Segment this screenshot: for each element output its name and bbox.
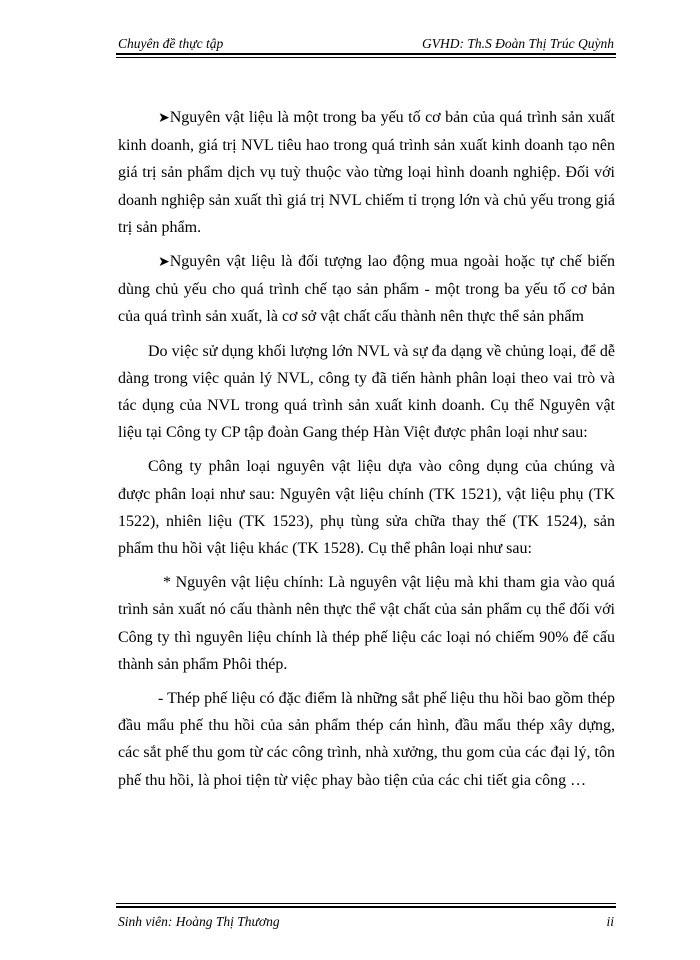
arrow-bullet-icon: ➤ (158, 255, 170, 271)
paragraph-5-text: * Nguyên vật liệu chính: Là nguyên vật liệu mà khi tham gia vào quá trình sản xuất nó cấu thành nên thực thể vật chất của sản phẩm cụ thể đối với Công ty thì nguyên liệu chính là thép phế liệu các loại nó chiếm 90% để cấu thành sản phẩm Phôi thép. (118, 574, 615, 673)
footer-rule-thick (116, 906, 616, 908)
paragraph-1-text: Nguyên vật liệu là một trong ba yếu tố cơ bản của quá trình sản xuất kinh doanh, giá trị NVL tiêu hao trong quá trình sản xuất kinh doanh tạo nên giá trị sản phẩm dịch vụ tuỳ thuộc vào từng loại hình doanh nghiệp. Đối với doanh nghiệp sản xuất thì giá trị NVL chiếm tỉ trọng lớn và chủ yếu trong giá trị sản phẩm. (118, 109, 615, 236)
paragraph-3-text: Do việc sử dụng khối lượng lớn NVL và sự đa dạng về chủng loại, để dễ dàng trong việc quản lý NVL, công ty đã tiến hành phân loại theo vai trò và tác dụng của NVL trong quá trình sản xuất kinh doanh. Cụ thể Nguyên vật liệu tại Công ty CP tập đoàn Gang thép Hàn Việt được phân loại như sau: (118, 342, 615, 442)
footer-left-text: Sinh viên: Hoàng Thị Thương (118, 914, 280, 929)
paragraph-5 (118, 569, 615, 678)
arrow-bullet-icon: ➤ (158, 111, 170, 126)
paragraph-4-text: Công ty phân loại nguyên vật liệu dựa vào công dụng của chúng và được phân loại như sau: Nguyên vật liệu chính (TK 1521), vật liệu phụ (TK 1522), nhiên liệu (TK 1523), phụ tùng sửa chữa thay thế (TK 1524), sản phẩm thu hồi vật liệu khác (TK 1528). Cụ thể phân loại như sau: (118, 458, 615, 558)
paragraph-3 (118, 338, 615, 447)
page-number: ii (606, 914, 614, 929)
paragraph-2 (118, 248, 615, 331)
paragraph-6 (118, 685, 615, 794)
body-text (118, 104, 615, 801)
header-left-text: Chuyên đề thực tập (118, 36, 224, 51)
paragraph-2-text: Nguyên vật liệu là đối tượng lao động mua ngoài hoặc tự chế biến dùng chủ yếu cho quá trình chế tạo sản phẩm - một trong ba yếu tố cơ bản của quá trình sản xuất, là cơ sở vật chất cấu thành nên thực thể sản phẩm (118, 253, 615, 326)
running-footer (118, 914, 614, 930)
footer-rule-thin (116, 903, 616, 904)
header-rule-thin (116, 57, 616, 58)
header-right-text: GVHD: Th.S Đoàn Thị Trúc Quỳnh (421, 36, 614, 51)
paragraph-4 (118, 453, 615, 562)
header-rule-thick (116, 53, 616, 55)
running-header (118, 32, 614, 52)
paragraph-6-text: - Thép phế liệu có đặc điểm là những sắt phế liệu thu hồi bao gồm thép đầu mẩu phế thu hồi của sản phẩm thép cán hình, đầu mẩu thép xây dựng, các sắt phế thu gom từ các công trình, nhà xưởng, thu gom của các đại lý, tôn phế thu hồi, là phoi tiện từ việc phay bào tiện của các chi tiết gia công … (118, 690, 615, 789)
paragraph-1 (118, 104, 615, 241)
